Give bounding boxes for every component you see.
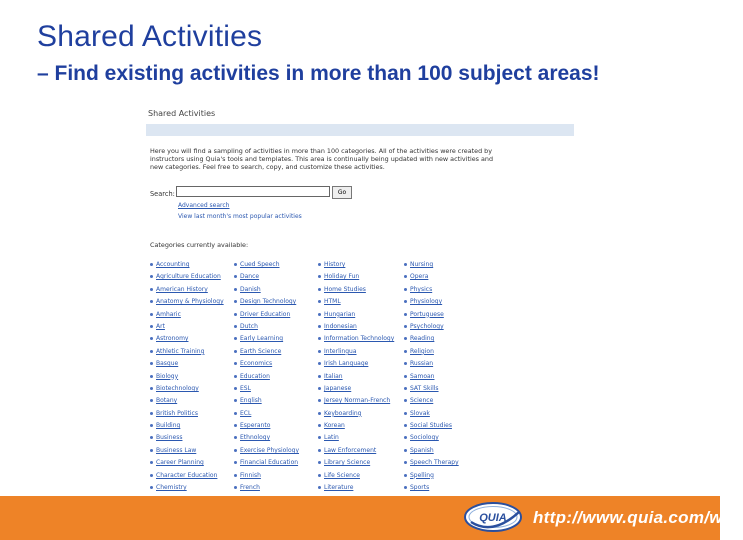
category-label: Biotechnology xyxy=(156,384,199,392)
bullet-icon xyxy=(234,263,237,266)
category-label: Sociology xyxy=(410,434,439,442)
bullet-icon xyxy=(150,474,153,477)
category-link[interactable] xyxy=(318,445,394,457)
category-link[interactable] xyxy=(234,482,299,494)
category-label: Sports xyxy=(410,484,430,492)
category-label: Irish Language xyxy=(324,360,369,368)
category-label: Finnish xyxy=(240,471,261,479)
bullet-icon xyxy=(150,288,153,291)
search-label: Search: xyxy=(150,190,175,198)
category-link[interactable] xyxy=(404,383,459,395)
category-link[interactable] xyxy=(234,408,299,420)
category-label: Astronomy xyxy=(156,335,189,343)
category-link[interactable] xyxy=(318,482,394,494)
category-link[interactable] xyxy=(404,346,459,358)
bullet-icon xyxy=(150,300,153,303)
bullet-icon xyxy=(234,412,237,415)
category-link[interactable] xyxy=(318,457,394,469)
bullet-icon xyxy=(318,300,321,303)
category-label: Psychology xyxy=(410,322,444,330)
bullet-icon xyxy=(404,461,407,464)
category-label: Financial Education xyxy=(240,459,299,467)
category-label: Cued Speech xyxy=(240,261,280,268)
category-link[interactable] xyxy=(150,371,224,383)
category-link[interactable] xyxy=(234,271,299,283)
bullet-icon xyxy=(234,449,237,452)
category-label: Driver Education xyxy=(240,310,291,318)
category-link[interactable] xyxy=(318,470,394,482)
bullet-icon xyxy=(318,337,321,340)
bullet-icon xyxy=(150,313,153,316)
bullet-icon xyxy=(318,412,321,415)
category-label: Hungarian xyxy=(324,310,356,318)
category-link[interactable] xyxy=(318,432,394,444)
category-link[interactable] xyxy=(234,432,299,444)
bullet-icon xyxy=(404,362,407,365)
quia-logo-icon xyxy=(463,500,529,534)
bullet-icon xyxy=(318,275,321,278)
bullet-icon xyxy=(234,325,237,328)
category-label: English xyxy=(240,397,262,405)
bullet-icon xyxy=(234,362,237,365)
category-link[interactable] xyxy=(318,309,394,321)
bullet-icon xyxy=(318,362,321,365)
category-link[interactable] xyxy=(234,346,299,358)
category-link[interactable] xyxy=(234,358,299,370)
category-label: Esperanto xyxy=(240,422,271,430)
category-link[interactable] xyxy=(150,284,224,296)
category-link[interactable] xyxy=(318,333,394,345)
bullet-icon xyxy=(150,461,153,464)
category-label: SAT Skills xyxy=(410,384,439,392)
category-label: Portuguese xyxy=(410,310,444,318)
category-label: Keyboarding xyxy=(324,409,362,417)
category-label: Physiology xyxy=(410,298,443,306)
category-label: ESL xyxy=(240,384,251,392)
category-label: HTML xyxy=(324,298,341,306)
category-link[interactable] xyxy=(318,284,394,296)
bullet-icon xyxy=(234,313,237,316)
category-label: Slovak xyxy=(410,409,430,417)
category-label: Danish xyxy=(240,285,261,293)
bullet-icon xyxy=(150,399,153,402)
category-label: Botany xyxy=(156,397,178,405)
footer-url: http://www.quia.com/web xyxy=(533,508,743,527)
category-link[interactable] xyxy=(318,358,394,370)
category-label: Interlingua xyxy=(324,347,357,355)
bullet-icon xyxy=(404,325,407,328)
category-label: Dance xyxy=(240,273,260,281)
category-link[interactable] xyxy=(318,259,394,271)
category-label: Speech Therapy xyxy=(410,459,459,467)
category-label: Spanish xyxy=(410,446,434,454)
category-link[interactable] xyxy=(234,420,299,432)
bullet-icon xyxy=(318,313,321,316)
category-link[interactable] xyxy=(318,383,394,395)
category-link[interactable] xyxy=(234,395,299,407)
category-label: Latin xyxy=(324,434,339,442)
bullet-icon xyxy=(150,362,153,365)
category-label: Exercise Physiology xyxy=(240,446,300,454)
bullet-icon xyxy=(234,399,237,402)
bullet-icon xyxy=(318,325,321,328)
category-label: Art xyxy=(156,322,165,330)
category-link[interactable] xyxy=(318,296,394,308)
category-link[interactable] xyxy=(404,395,459,407)
bullet-icon xyxy=(404,424,407,427)
bullet-icon xyxy=(234,300,237,303)
slide-title: Shared Activities xyxy=(37,20,263,53)
popular-activities-link[interactable]: View last month's most popular activities xyxy=(178,213,302,220)
category-link[interactable] xyxy=(234,445,299,457)
category-link[interactable] xyxy=(404,470,459,482)
category-label: Earth Science xyxy=(240,347,282,355)
bullet-icon xyxy=(234,461,237,464)
category-column xyxy=(404,259,459,494)
category-label: Dutch xyxy=(240,322,258,330)
category-label: Samoan xyxy=(410,372,435,380)
category-label: Jersey Norman-French xyxy=(324,397,391,405)
category-label: Literature xyxy=(324,484,354,492)
category-link[interactable] xyxy=(404,333,459,345)
category-label: Character Education xyxy=(156,471,218,479)
bullet-icon xyxy=(234,387,237,390)
bullet-icon xyxy=(150,436,153,439)
bullet-icon xyxy=(404,337,407,340)
category-label: Library Science xyxy=(324,459,371,467)
category-label: Business Law xyxy=(156,446,197,454)
category-label: Opera xyxy=(410,273,429,281)
bullet-icon xyxy=(404,474,407,477)
category-link[interactable] xyxy=(150,432,224,444)
category-link[interactable] xyxy=(150,333,224,345)
category-label: Design Technology xyxy=(240,298,297,306)
category-label: Italian xyxy=(324,372,343,380)
intro-text: Here you will find a sampling of activities in more than 100 categories. All of the activities were created by instructors using Quia's tools and templates. This area is continually being updated with new activities and new categories. Feel free to search, copy, and customize these activities. xyxy=(150,147,494,172)
category-label: Ethnology xyxy=(240,434,271,442)
bullet-icon xyxy=(318,486,321,489)
category-link[interactable] xyxy=(150,309,224,321)
bullet-icon xyxy=(150,486,153,489)
bullet-icon xyxy=(234,288,237,291)
category-link[interactable] xyxy=(318,420,394,432)
bullet-icon xyxy=(318,424,321,427)
category-label: Economics xyxy=(240,360,273,368)
category-label: Law Enforcement xyxy=(324,446,377,454)
bullet-icon xyxy=(234,350,237,353)
category-link[interactable] xyxy=(150,296,224,308)
category-label: British Politics xyxy=(156,409,198,417)
category-link[interactable] xyxy=(404,284,459,296)
bullet-icon xyxy=(234,337,237,340)
category-label: Biology xyxy=(156,372,179,380)
category-column xyxy=(234,259,299,494)
category-link[interactable] xyxy=(150,259,224,271)
category-column xyxy=(150,259,224,494)
bullet-icon xyxy=(150,275,153,278)
category-label: Early Learning xyxy=(240,335,284,343)
bullet-icon xyxy=(150,412,153,415)
category-link[interactable] xyxy=(404,371,459,383)
bullet-icon xyxy=(318,436,321,439)
bullet-icon xyxy=(318,474,321,477)
bullet-icon xyxy=(150,449,153,452)
bullet-icon xyxy=(234,436,237,439)
category-link[interactable] xyxy=(404,271,459,283)
category-label: Accounting xyxy=(156,261,190,268)
category-link[interactable] xyxy=(150,445,224,457)
category-link[interactable] xyxy=(318,395,394,407)
bullet-icon xyxy=(404,449,407,452)
category-link[interactable] xyxy=(150,482,224,494)
bullet-icon xyxy=(234,424,237,427)
category-column xyxy=(318,259,394,494)
category-link[interactable] xyxy=(404,309,459,321)
category-label: History xyxy=(324,261,346,268)
category-label: American History xyxy=(156,285,208,293)
category-label: Education xyxy=(240,372,270,380)
category-link[interactable] xyxy=(150,457,224,469)
category-link[interactable] xyxy=(234,284,299,296)
category-label: Nursing xyxy=(410,261,434,268)
category-link[interactable] xyxy=(318,321,394,333)
category-link[interactable] xyxy=(150,395,224,407)
category-link[interactable] xyxy=(150,470,224,482)
bullet-icon xyxy=(318,461,321,464)
category-link[interactable] xyxy=(404,445,459,457)
category-label: Home Studies xyxy=(324,285,366,293)
category-label: Building xyxy=(156,422,181,430)
category-link[interactable] xyxy=(404,259,459,271)
category-link[interactable] xyxy=(234,321,299,333)
category-link[interactable] xyxy=(318,408,394,420)
category-label: Korean xyxy=(324,422,345,430)
category-link[interactable] xyxy=(234,371,299,383)
bullet-icon xyxy=(404,263,407,266)
category-label: Anatomy & Physiology xyxy=(156,298,224,306)
category-link[interactable] xyxy=(318,271,394,283)
bullet-icon xyxy=(318,263,321,266)
category-label: Holiday Fun xyxy=(324,273,360,281)
category-label: Social Studies xyxy=(410,422,452,430)
bullet-icon xyxy=(318,375,321,378)
bullet-icon xyxy=(318,449,321,452)
category-label: Religion xyxy=(410,347,434,355)
category-link[interactable] xyxy=(318,346,394,358)
search-input[interactable] xyxy=(176,186,330,197)
category-link[interactable] xyxy=(150,408,224,420)
screenshot-panel xyxy=(146,104,576,496)
bullet-icon xyxy=(234,375,237,378)
category-label: Athletic Training xyxy=(156,347,205,355)
category-link[interactable] xyxy=(234,383,299,395)
category-link[interactable] xyxy=(150,346,224,358)
category-link[interactable] xyxy=(234,259,299,271)
bullet-icon xyxy=(150,263,153,266)
category-label: Indonesian xyxy=(324,322,357,330)
category-label: Chemistry xyxy=(156,484,187,492)
bullet-icon xyxy=(150,350,153,353)
category-link[interactable] xyxy=(150,383,224,395)
bullet-icon xyxy=(150,375,153,378)
slide-subtitle: – Find existing activities in more than 100 subject areas! xyxy=(37,62,600,85)
bullet-icon xyxy=(318,288,321,291)
category-link[interactable] xyxy=(404,321,459,333)
category-link[interactable] xyxy=(404,482,459,494)
category-link[interactable] xyxy=(404,408,459,420)
category-label: Science xyxy=(410,397,434,405)
header-bar xyxy=(146,124,574,136)
bullet-icon xyxy=(150,337,153,340)
category-link[interactable] xyxy=(234,309,299,321)
category-label: Life Science xyxy=(324,471,360,479)
bullet-icon xyxy=(150,387,153,390)
bullet-icon xyxy=(150,325,153,328)
category-link[interactable] xyxy=(150,358,224,370)
category-label: Basque xyxy=(156,360,179,368)
category-link[interactable] xyxy=(404,358,459,370)
bullet-icon xyxy=(234,486,237,489)
category-label: Spelling xyxy=(410,471,434,479)
category-link[interactable] xyxy=(404,457,459,469)
category-link[interactable] xyxy=(234,333,299,345)
bullet-icon xyxy=(404,412,407,415)
category-link[interactable] xyxy=(404,432,459,444)
category-label: Agriculture Education xyxy=(156,273,221,281)
category-label: Career Planning xyxy=(156,459,204,467)
bullet-icon xyxy=(404,300,407,303)
category-label: Reading xyxy=(410,335,435,343)
category-link[interactable] xyxy=(318,371,394,383)
category-label: Business xyxy=(156,434,183,442)
bullet-icon xyxy=(150,424,153,427)
bullet-icon xyxy=(404,313,407,316)
category-label: French xyxy=(240,484,260,492)
category-link[interactable] xyxy=(150,321,224,333)
bullet-icon xyxy=(404,486,407,489)
bullet-icon xyxy=(404,288,407,291)
category-label: Physics xyxy=(410,285,433,293)
category-link[interactable] xyxy=(234,457,299,469)
bullet-icon xyxy=(404,387,407,390)
category-label: Information Technology xyxy=(324,335,395,343)
page-title: Shared Activities xyxy=(148,109,216,118)
categories-heading: Categories currently available: xyxy=(150,241,249,249)
bullet-icon xyxy=(318,350,321,353)
category-link[interactable] xyxy=(404,296,459,308)
category-label: Amharic xyxy=(156,310,181,318)
bullet-icon xyxy=(318,399,321,402)
category-label: ECL xyxy=(240,409,252,417)
go-button[interactable]: Go xyxy=(332,186,352,199)
bullet-icon xyxy=(234,275,237,278)
category-link[interactable] xyxy=(234,296,299,308)
bullet-icon xyxy=(318,387,321,390)
category-label: Japanese xyxy=(324,384,352,392)
category-link[interactable] xyxy=(150,271,224,283)
bullet-icon xyxy=(404,350,407,353)
bullet-icon xyxy=(234,474,237,477)
category-link[interactable] xyxy=(150,420,224,432)
bullet-icon xyxy=(404,275,407,278)
category-link[interactable] xyxy=(404,420,459,432)
category-label: Russian xyxy=(410,360,434,368)
bullet-icon xyxy=(404,375,407,378)
advanced-search-link[interactable]: Advanced search xyxy=(178,202,230,209)
logo-text: QUIA xyxy=(479,512,507,524)
category-link[interactable] xyxy=(234,470,299,482)
bullet-icon xyxy=(404,436,407,439)
bullet-icon xyxy=(404,399,407,402)
